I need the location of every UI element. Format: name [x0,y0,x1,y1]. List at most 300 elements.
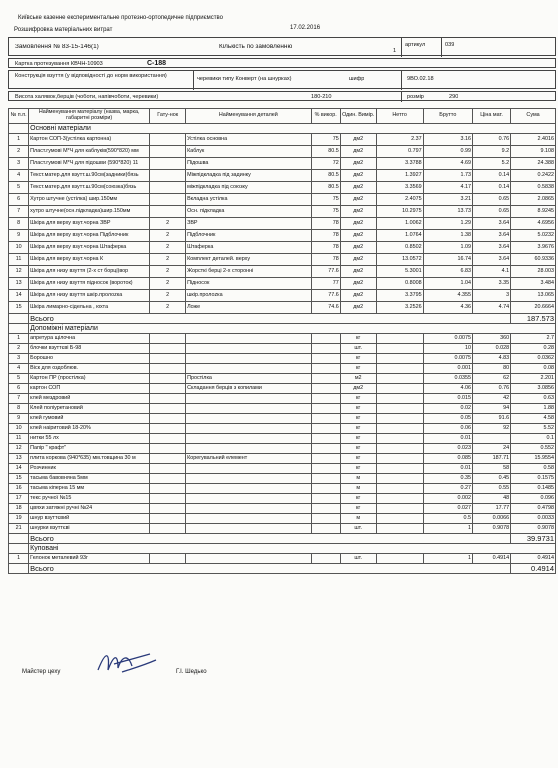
net [376,394,423,404]
gross: 4.355 [423,290,472,302]
detail-name: Підносок [186,278,312,290]
grade [150,134,186,146]
detail-name: шкір.пролоzка [186,290,312,302]
unit: дм2 [340,278,376,290]
card-label: Картка протезування КВЧН-10903 [15,61,103,67]
grade: 2 [150,266,186,278]
row-number: 2 [9,146,29,158]
unit: шт. [340,524,376,534]
material-name: Шкіра лимарно-сідельна , юхта [29,302,150,314]
sum: 1.88 [511,404,556,414]
sum: 0.0033 [511,514,556,524]
net [376,444,423,454]
price: 0.4914 [472,554,510,564]
detail-name: Штаферка [186,242,312,254]
usage-percent [311,344,340,354]
table-row [9,514,556,524]
unit: дм2 [340,134,376,146]
usage-percent: 78 [311,218,340,230]
grade [150,454,186,464]
detail-name: Каблук [186,146,312,158]
usage-percent: 77 [311,278,340,290]
article-value: 039 [445,42,455,48]
material-name: Текст.матер.для взутт.ш.90см(задники)бязь [29,170,150,182]
table-row [9,474,556,484]
unit: дм2 [340,218,376,230]
detail-name [186,524,312,534]
empty-cell [9,324,29,334]
row-number: 12 [9,266,29,278]
gross: 3.21 [423,194,472,206]
grade [150,474,186,484]
unit: кг [340,504,376,514]
detail-name [186,394,312,404]
grade: 2 [150,218,186,230]
row-number: 15 [9,302,29,314]
material-name: Текст.матер.для взутт.ш.90см(союзка)бязь [29,182,150,194]
grade [150,170,186,182]
section-bought [9,544,556,554]
divider [401,71,402,90]
material-name: Шкіра для низу взуття шкір.пролоzка [29,290,150,302]
detail-name [186,334,312,344]
gross: 4.69 [423,158,472,170]
unit: м [340,484,376,494]
net [376,474,423,484]
detail-name: Вкладна устілка [186,194,312,206]
price: 0.14 [472,182,510,194]
price: 3.35 [472,278,510,290]
table-row [9,218,556,230]
size-value: 290 [449,94,459,100]
row-number: 5 [9,374,29,384]
unit: м [340,514,376,524]
column-header-sum: Сума [511,109,556,124]
price: 92 [472,424,510,434]
usage-percent [311,454,340,464]
shifr-label: шифр [349,76,365,82]
usage-percent [311,404,340,414]
company-name: Київське казенне експериментальне протезно-ортопедичне підприємство [18,15,223,21]
detail-name [186,554,312,564]
height-label: Висота халявок,берців (чоботи, напівчоботи, черевики) [15,94,159,100]
detail-name [186,484,312,494]
net [376,414,423,424]
material-name: плита коркова (940*635) мм.товщина 30 м [29,454,150,464]
net: 3.3788 [376,158,423,170]
gross: 0.0075 [423,354,472,364]
table-row [9,484,556,494]
material-name: шнур взуттєвий [29,514,150,524]
row-number: 10 [9,242,29,254]
material-name: цвяхи затяжні ручні №24 [29,504,150,514]
sum: 5.52 [511,424,556,434]
gross: 0.99 [423,146,472,158]
grade [150,206,186,218]
usage-percent: 78 [311,230,340,242]
unit: дм2 [340,170,376,182]
price: 62 [472,374,510,384]
price: 0.65 [472,206,510,218]
gross: 1.38 [423,230,472,242]
document-subtitle: Розшифровка матеріальних витрат [14,27,113,33]
height-value: 180-210 [311,94,332,100]
row-number: 1 [9,334,29,344]
row-number: 14 [9,464,29,474]
net: 2.37 [376,134,423,146]
table-row [9,230,556,242]
sum: 0.28 [511,344,556,354]
column-header-grade: Гату-нок [150,109,186,124]
gross: 0.01 [423,434,472,444]
material-name: Клей поліуретановий [29,404,150,414]
detail-name: Жорсткі берці 2-х сторонні [186,266,312,278]
divider [193,71,194,90]
price: 91.6 [472,414,510,424]
table-row [9,254,556,266]
total-value: 39.9731 [511,534,556,544]
usage-percent [311,384,340,394]
total-label: Всього [29,314,511,324]
unit: дм2 [340,242,376,254]
table-row [9,554,556,564]
row-number: 8 [9,404,29,414]
usage-percent [311,334,340,344]
price: 3.64 [472,254,510,266]
bought-total-row [9,564,556,574]
empty-cell [9,124,29,134]
grade [150,484,186,494]
material-name: тасьма кіперна 15 мм [29,484,150,494]
sum: 5.0232 [511,230,556,242]
material-name: Шкіра для верху взут.чорна Штаферка [29,242,150,254]
unit: дм2 [340,384,376,394]
price: 0.55 [472,484,510,494]
usage-percent: 74.6 [311,302,340,314]
price: 187.71 [472,454,510,464]
row-number: 9 [9,414,29,424]
gross: 0.027 [423,504,472,514]
net: 1.0764 [376,230,423,242]
material-name: картон СОП [29,384,150,394]
grade [150,464,186,474]
detail-name [186,474,312,484]
price: 0.76 [472,384,510,394]
sum: 2.4016 [511,134,556,146]
material-name: Пласт.гумові М*Ч для каблуків(590*820) мм [29,146,150,158]
price: 17.77 [472,504,510,514]
grade: 2 [150,242,186,254]
gross: 4.17 [423,182,472,194]
usage-percent: 77.6 [311,290,340,302]
grade [150,146,186,158]
table-row [9,424,556,434]
master-name: Г.І. Шедько [176,669,207,675]
empty-cell [9,564,29,574]
table-row [9,414,556,424]
gross: 0.085 [423,454,472,464]
detail-name [186,434,312,444]
sum: 60.9336 [511,254,556,266]
usage-percent [311,524,340,534]
row-number: 6 [9,194,29,206]
table-row [9,384,556,394]
usage-percent [311,504,340,514]
table-row [9,266,556,278]
row-number: 4 [9,364,29,374]
grade [150,334,186,344]
table-row [9,434,556,444]
row-number: 21 [9,524,29,534]
column-header-net: Нетто [376,109,423,124]
sum: 0.08 [511,364,556,374]
material-name: Картон ПР (простілка) [29,374,150,384]
unit: дм2 [340,146,376,158]
grade [150,354,186,364]
detail-name [186,414,312,424]
sum: 0.096 [511,494,556,504]
grade: 2 [150,278,186,290]
net [376,494,423,504]
table-row [9,194,556,206]
price [472,434,510,444]
table-row [9,242,556,254]
usage-percent [311,414,340,424]
materials-table [8,108,556,574]
table-row [9,444,556,454]
shifr-value: 9ВО.02.18 [407,76,434,82]
material-name: Шкіра для низу взуття (2-х ст борці)вор [29,266,150,278]
row-number: 6 [9,384,29,394]
usage-percent [311,444,340,454]
usage-percent [311,494,340,504]
sum: 28.003 [511,266,556,278]
unit: шт. [340,344,376,354]
net: 3.3569 [376,182,423,194]
material-name: текс ручної №15 [29,494,150,504]
gross: 0.015 [423,394,472,404]
row-number: 7 [9,394,29,404]
price: 0.028 [472,344,510,354]
usage-percent [311,514,340,524]
usage-percent [311,554,340,564]
material-name: Гелонок металевий 93г [29,554,150,564]
construction-row [8,70,556,89]
material-name: блочки взуттєві Б-98 [29,344,150,354]
column-header-price: Ціна мат. [472,109,510,124]
price: 3.64 [472,242,510,254]
net [376,524,423,534]
sum: 4.6956 [511,218,556,230]
material-name: Шкіра для верху взут.чорна ЗВР [29,218,150,230]
row-number: 19 [9,514,29,524]
grade [150,344,186,354]
section-title: Основні матеріали [29,124,556,134]
sum: 0.1485 [511,484,556,494]
detail-name: Ложе [186,302,312,314]
net [376,514,423,524]
table-row [9,344,556,354]
sum: 0.1 [511,434,556,444]
sum: 0.2422 [511,170,556,182]
row-number: 3 [9,354,29,364]
column-header-unit: Один. Виміp. [340,109,376,124]
table-row [9,494,556,504]
detail-name: Підблочник [186,230,312,242]
detail-name: Комплект деталей. верху [186,254,312,266]
unit: кг [340,334,376,344]
construction-label: Конструкція взуття (у відповідності до норм використання) [15,73,167,79]
row-number: 14 [9,290,29,302]
usage-percent [311,474,340,484]
material-name: клей мездровий [29,394,150,404]
gross: 0.35 [423,474,472,484]
handwritten-signature [92,646,162,678]
sum: 24.388 [511,158,556,170]
price: 4.83 [472,354,510,364]
table-row [9,374,556,384]
sum: 3.0856 [511,384,556,394]
sum: 0.4914 [511,554,556,564]
net: 0.8008 [376,278,423,290]
gross: 0.0355 [423,374,472,384]
table-row [9,158,556,170]
section-main-materials [9,124,556,134]
grade [150,364,186,374]
usage-percent [311,394,340,404]
net [376,434,423,444]
unit: шт. [340,554,376,564]
net [376,364,423,374]
row-number: 5 [9,182,29,194]
unit: кг [340,444,376,454]
net [376,334,423,344]
usage-percent: 75 [311,206,340,218]
net: 0.797 [376,146,423,158]
usage-percent: 75 [311,134,340,146]
unit: дм2 [340,290,376,302]
sum: 0.5838 [511,182,556,194]
net: 1.0062 [376,218,423,230]
price: 0.9078 [472,524,510,534]
sum: 0.552 [511,444,556,454]
price: 80 [472,364,510,374]
sum: 15.9554 [511,454,556,464]
net [376,424,423,434]
unit: дм2 [340,194,376,206]
master-role: Майстер цеху [22,669,61,675]
total-value: 187.573 [511,314,556,324]
material-name: апретура щілочна [29,334,150,344]
usage-percent: 75 [311,194,340,206]
gross: 1.29 [423,218,472,230]
unit: дм2 [340,254,376,266]
row-number: 10 [9,424,29,434]
grade [150,158,186,170]
detail-name: Складання берців з копилами [186,384,312,394]
price: 4.74 [472,302,510,314]
table-row [9,170,556,182]
gross: 0.01 [423,464,472,474]
section-aux-materials [9,324,556,334]
price: 94 [472,404,510,414]
detail-name [186,424,312,434]
row-number: 8 [9,218,29,230]
unit: кг [340,404,376,414]
gross: 0.001 [423,364,472,374]
table-row [9,182,556,194]
grade: 2 [150,230,186,242]
sum: 0.9078 [511,524,556,534]
grade [150,414,186,424]
construction-value: черевики типу Конверт (на шнурках) [197,76,292,82]
net [376,464,423,474]
row-number: 1 [9,554,29,564]
table-row [9,364,556,374]
grade: 2 [150,290,186,302]
material-name: нитки 55 лх [29,434,150,444]
grade [150,384,186,394]
table-row [9,394,556,404]
table-row [9,302,556,314]
gross: 0.023 [423,444,472,454]
price: 360 [472,334,510,344]
usage-percent: 77.6 [311,266,340,278]
material-name: Папір " крафт" [29,444,150,454]
unit: м2 [340,374,376,384]
divider [401,92,402,102]
unit: м [340,474,376,484]
section-title: Допоміжні матеріали [29,324,556,334]
unit: дм2 [340,266,376,278]
gross: 4.36 [423,302,472,314]
row-number: 16 [9,484,29,494]
sum: 4.58 [511,414,556,424]
detail-name [186,364,312,374]
detail-name [186,404,312,414]
gross: 1.04 [423,278,472,290]
gross: 1 [423,554,472,564]
net: 3.2526 [376,302,423,314]
total-label: Всього [29,564,511,574]
unit: кг [340,424,376,434]
usage-percent: 80.5 [311,146,340,158]
unit: дм2 [340,206,376,218]
material-name: Шкіра для верху взут.чорна К [29,254,150,266]
net [376,344,423,354]
sum: 13.065 [511,290,556,302]
column-header-detail-name: Найменування деталей [186,109,312,124]
row-number: 15 [9,474,29,484]
net [376,454,423,464]
material-name: Шкіра для верху взут.чорна Підблочник [29,230,150,242]
material-name: Розчинник [29,464,150,474]
net: 0.8502 [376,242,423,254]
usage-percent [311,424,340,434]
row-number: 11 [9,434,29,444]
row-number: 13 [9,454,29,464]
unit: дм2 [340,302,376,314]
detail-name: Устілка основна [186,134,312,146]
table-row [9,504,556,514]
net: 5.3001 [376,266,423,278]
grade: 2 [150,302,186,314]
price: 4.1 [472,266,510,278]
price: 0.76 [472,134,510,146]
grade [150,554,186,564]
table-row [9,278,556,290]
table-row [9,354,556,364]
